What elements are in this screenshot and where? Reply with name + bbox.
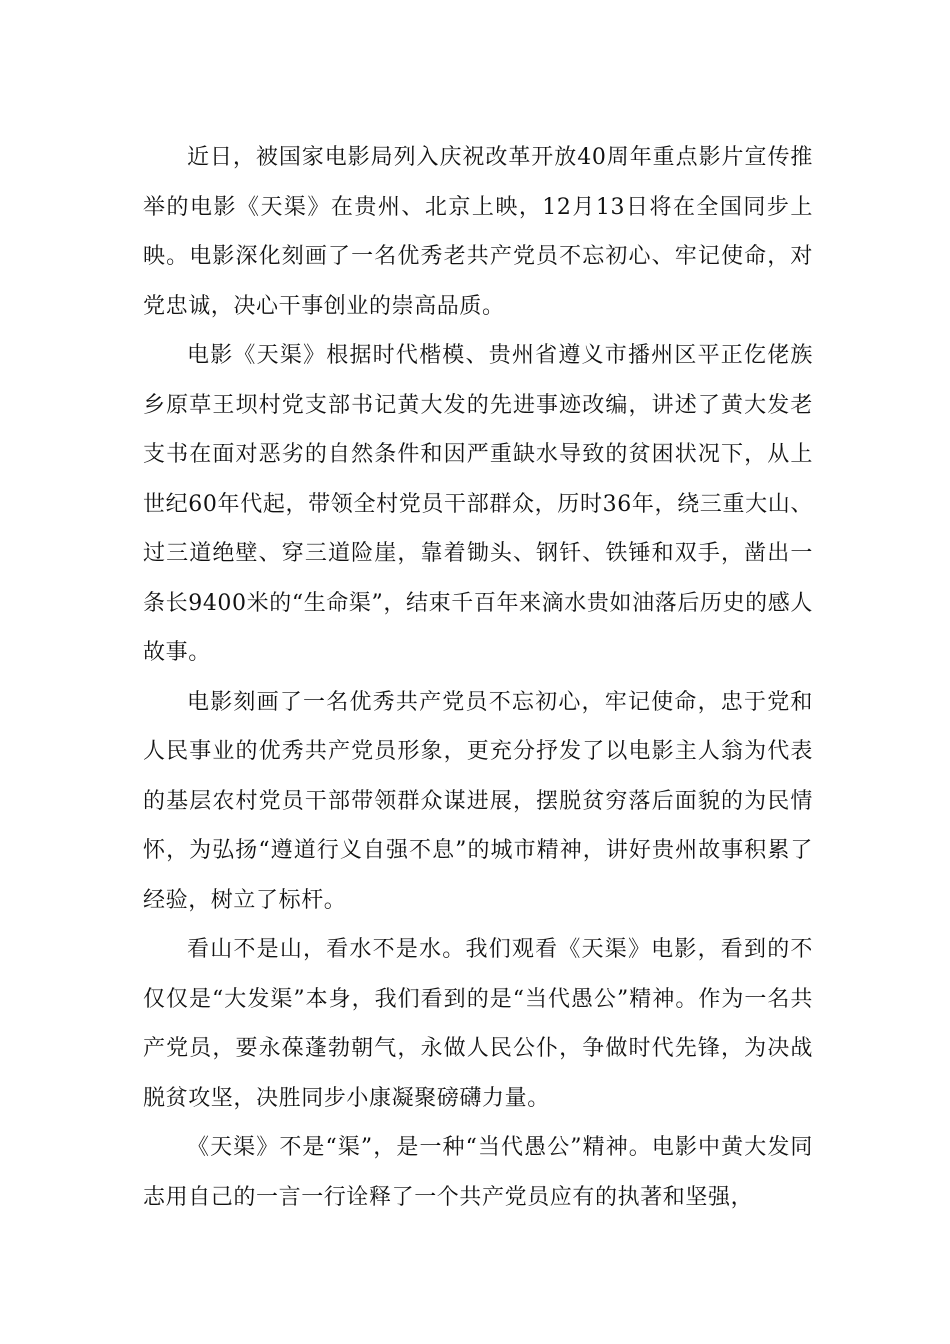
paragraph-4: 看山不是山，看水不是水。我们观看《天渠》电影，看到的不仅仅是“大发渠”本身，我们看到的是“当代愚公”精神。作为一名共产党员，要永葆蓬勃朝气，永做人民公仆，争做时代先锋，为决战脱贫攻坚，决胜同步小康凝聚磅礴力量。 [143, 937, 813, 1111]
document-body [143, 133, 813, 1222]
paragraph-2: 电影《天渠》根据时代楷模、贵州省遵义市播州区平正仡佬族乡原草王坝村党支部书记黄大发的先进事迹改编，讲述了黄大发老支书在面对恶劣的自然条件和因严重缺水导致的贫困状况下，从上世纪60年代起，带领全村党员干部群众，历时36年，绕三重大山、过三道绝壁、穿三道险崖，靠着锄头、钢钎、铁锤和双手，凿出一条长9400米的“生命渠”，结束千百年来滴水贵如油落后历史的感人故事。 [143, 343, 813, 665]
paragraph-3: 电影刻画了一名优秀共产党员不忘初心，牢记使命，忠于党和人民事业的优秀共产党员形象，更充分抒发了以电影主人翁为代表的基层农村党员干部带领群众谋进展，摆脱贫穷落后面貌的为民情怀，为弘扬“遵道行义自强不息”的城市精神，讲好贵州故事积累了经验，树立了标杆。 [143, 689, 813, 913]
paragraph-5: 《天渠》不是“渠”，是一种“当代愚公”精神。电影中黄大发同志用自己的一言一行诠释了一个共产党员应有的执著和坚强， [143, 1135, 813, 1210]
paragraph-1: 近日，被国家电影局列入庆祝改革开放40周年重点影片宣传推举的电影《天渠》在贵州、北京上映，12月13日将在全国同步上映。电影深化刻画了一名优秀老共产党员不忘初心、牢记使命，对党忠诚，决心干事创业的崇高品质。 [143, 145, 813, 319]
